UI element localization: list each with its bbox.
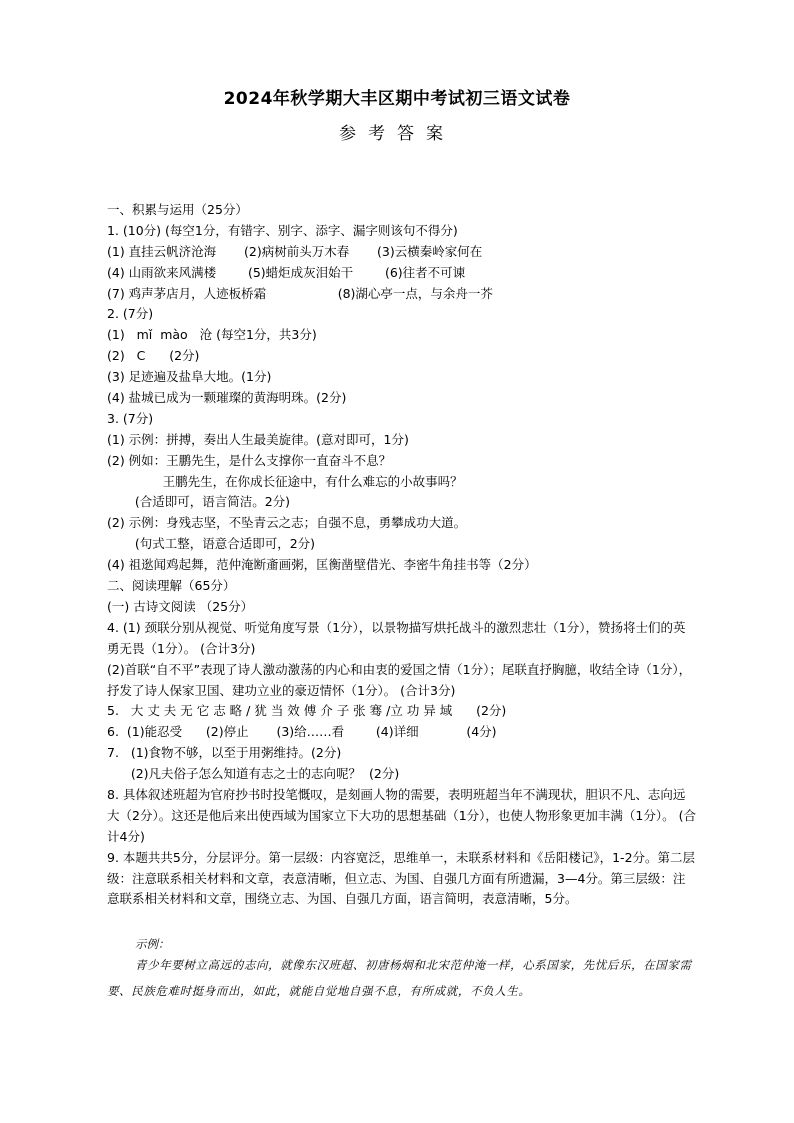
question-3-header: 3. (7分) — [107, 410, 154, 426]
document-subtitle: 参考答案 — [339, 124, 455, 144]
answer-line: (2) C (2分) — [107, 348, 200, 364]
question-5-answer: 5. 大 丈 夫 无 它 志 略 / 犹 当 效 傅 介 子 张 骞 /立 功 异 域 (2分) — [107, 703, 507, 719]
question-6-answer: 6. (1)能忍受 (2)停止 (3)给……看 (4)详细 (4分) — [107, 724, 497, 740]
section-heading: 一、积累与运用（25分） — [107, 202, 248, 217]
answer-line: (3) 足迹遍及盐阜大地。(1分) — [107, 369, 272, 385]
answer-line: (合适即可，语言简洁。2分) — [107, 494, 291, 510]
answer-line: (4) 山雨欲来风满楼 (5)蜡炬成灰泪始干 (6)往者不可谏 — [107, 264, 466, 280]
answer-line: (4) 祖逖闻鸡起舞，范仲淹断齑画粥，匡衡凿壁借光、李密牛角挂书等（2分） — [107, 557, 537, 573]
example-block — [107, 931, 697, 999]
question-4-answer-2: (2)首联“自不平”表现了诗人激动激荡的内心和由衷的爱国之情（1分）；尾联直抒胸臆，收结全诗（1分），抒发了诗人保家卫国、建功立业的豪迈情怀（1分）。 (合计3分) — [107, 661, 692, 698]
answer-line: (1) mǐ mào 沧 (每空1分，共3分) — [107, 327, 317, 343]
answer-line: (4) 盐城已成为一颗璀璨的黄海明珠。(2分) — [107, 390, 347, 406]
subsection-heading: (一) 古诗文阅读 （25分） — [107, 598, 254, 614]
example-label: 示例： — [135, 937, 170, 952]
answer-line: (2) 示例：身残志坚，不坠青云之志；自强不息，勇攀成功大道。 — [107, 515, 467, 531]
section-heading: 二、阅读理解（65分） — [107, 578, 236, 594]
question-4-answer-1: 4. (1) 颈联分别从视觉、听觉角度写景（1分），以景物描写烘托战斗的激烈悲壮（1分），赞扬将士们的英勇无畏（1分）。 (合计3分) — [107, 619, 686, 656]
answer-line: (1) 示例：拼搏，奏出人生最美旋律。(意对即可，1分) — [107, 431, 409, 447]
question-8-answer: 8. 具体叙述班超为官府抄书时投笔慨叹，是刻画人物的需要，表明班超当年不满现状，胆识不凡、志向远大（2分）。这还是他后来出使西域为国家立下大功的思想基础（1分），也使人物形象更加丰满（1分）。 (合计4分) — [107, 786, 696, 844]
answer-line: (句式工整，语意合适即可，2分) — [107, 536, 316, 552]
answer-line: (1) 直挂云帆济沧海 (2)病树前头万木春 (3)云横秦岭家何在 — [107, 243, 483, 259]
question-7-answer-2: (2)凡夫俗子怎么知道有志之士的志向呢？ (2分) — [107, 766, 400, 782]
question-7-answer-1: 7. (1)食物不够，以至于用粥维持。(2分) — [107, 745, 342, 761]
answer-content — [107, 200, 697, 999]
answer-line: (2) 例如：王鹏先生，是什么支撑你一直奋斗不息？ — [107, 452, 392, 468]
answer-line: (7) 鸡声茅店月，人迹板桥霜 (8)湖心亭一点，与余舟一芥 — [107, 285, 493, 301]
document-title: 2024年秋学期大丰区期中考试初三语文试卷 — [223, 89, 571, 109]
example-body: 青少年要树立高远的志向，就像东汉班超、初唐杨炯和北宋范仲淹一样，心系国家，先忧后乐，在国家需要、民族危难时挺身而出，如此，就能自觉地自强不息，有所成就，不负人生。 — [107, 958, 692, 999]
question-9-answer: 9. 本题共共5分，分层评分。第一层级：内容宽泛，思维单一，未联系材料和《岳阳楼记》，1-2分。第二层级：注意联系相关材料和文章，表意清晰，但立志、为国、自强几方面有所遗漏，3—4分。第三层级：注意联系相关材料和文章，围绕立志、为国、自强几方面，语言简明，表意清晰，5分。 — [107, 849, 696, 907]
question-1-header: 1. (10分) (每空1分，有错字、别字、添字、漏字则该句不得分) — [107, 222, 458, 238]
question-2-header: 2. (7分) — [107, 306, 154, 322]
answer-line: 王鹏先生，在你成长征途中，有什么难忘的小故事吗？ — [107, 473, 463, 489]
